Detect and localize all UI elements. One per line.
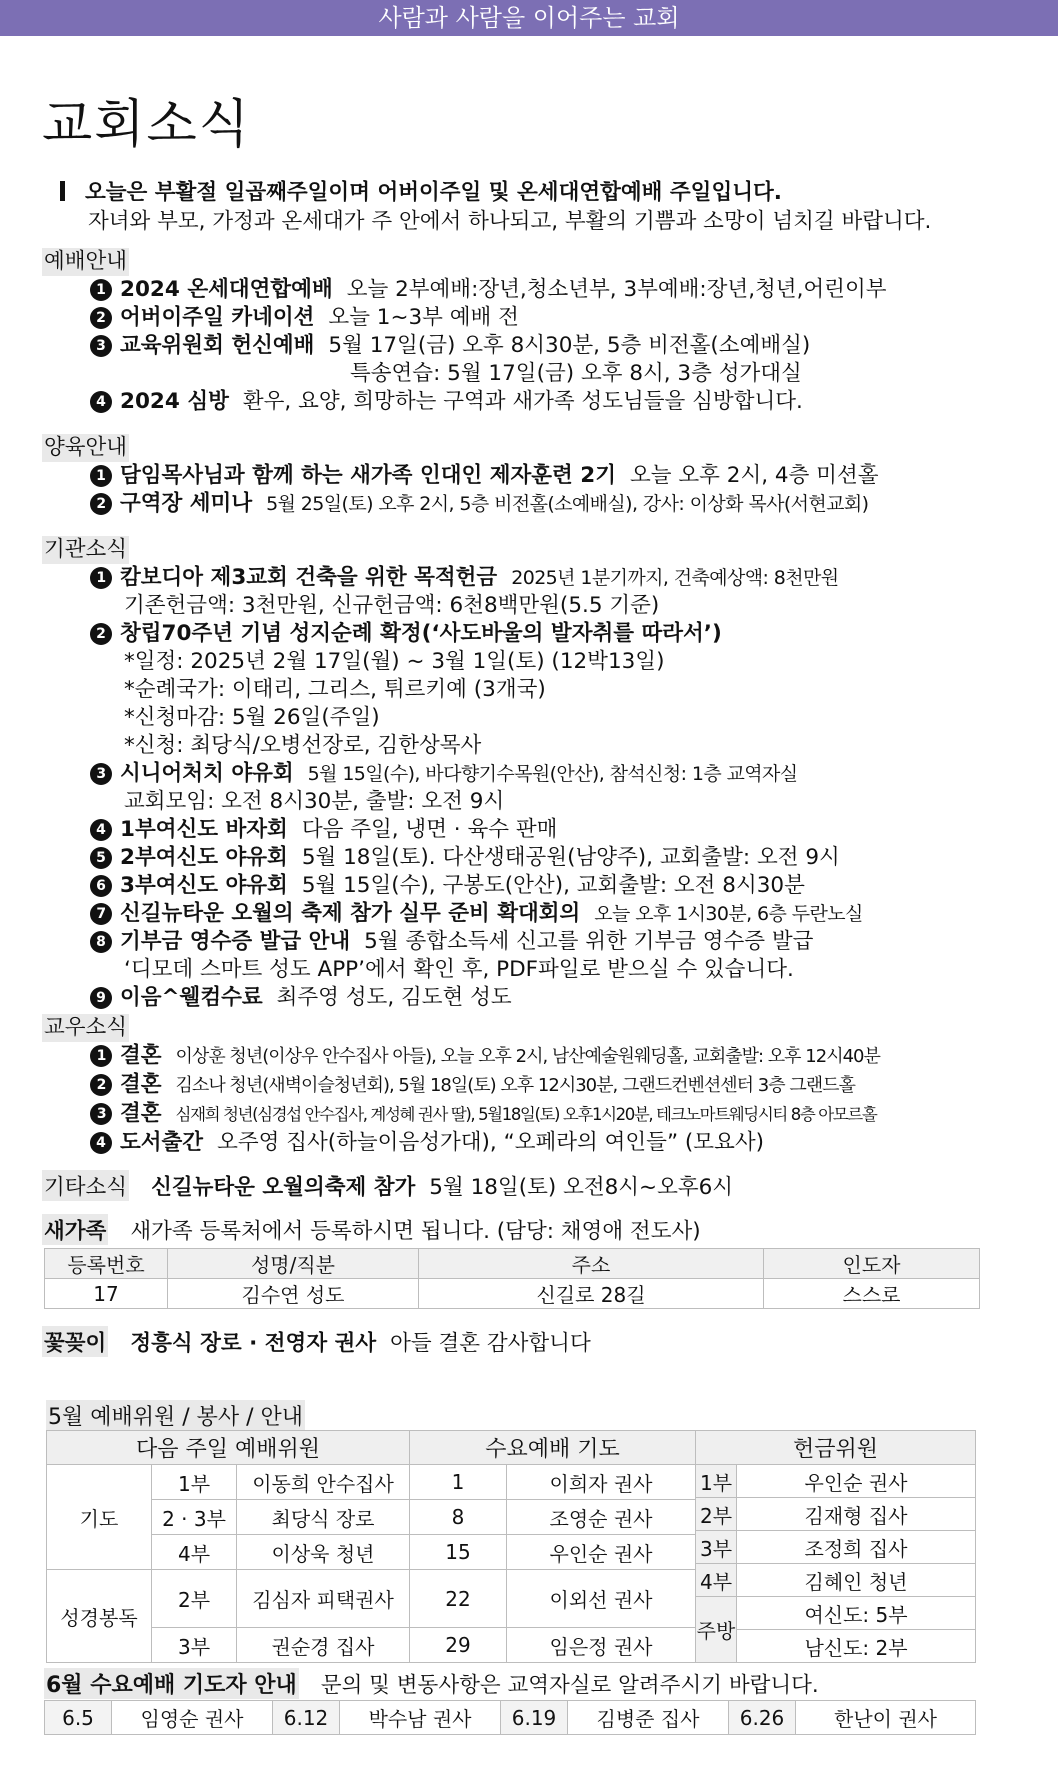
- table-cell: 3부: [696, 1531, 737, 1564]
- members-item-3: 3 결혼 심재희 청년(심경섭 안수집사, 계성혜 권사 딸), 5월18일(토) 오후1시20분, 테크노마트웨딩시티 8층 아모르홀: [42, 1100, 1042, 1129]
- agency-item-2-sub-2: *순례국가: 이태리, 그리스, 튀르키예 (3개국): [124, 677, 546, 702]
- section-header-flowers: 꽃꽂이: [42, 1326, 108, 1357]
- agency-item-4: 4 1부여신도 바자회 다음 주일, 냉면 · 육수 판매: [42, 816, 1042, 844]
- agency-item-5: 5 2부여신도 야유회 5월 18일(토). 다산생태공원(남양주), 교회출발: 오전 9시: [42, 844, 1042, 872]
- table-cell: 권순경 집사: [237, 1628, 410, 1663]
- table-cell: 2 · 3부: [152, 1500, 237, 1535]
- table-cell: 이상욱 청년: [237, 1535, 410, 1570]
- newfamily-table: [44, 1248, 980, 1309]
- table-cell: 임영순 권사: [112, 1701, 273, 1735]
- table-cell: 1부: [152, 1465, 237, 1500]
- flowers-title: 정흥식 장로 · 전영자 권사: [130, 1331, 377, 1356]
- col-header-offering: 헌금위원: [696, 1431, 976, 1465]
- col-header: 성명/직분: [168, 1249, 419, 1279]
- agency-item-2-sub-1: *일정: 2025년 2월 17일(월) ~ 3월 1일(토) (12박13일): [124, 649, 665, 674]
- offering-table: [696, 1465, 975, 1662]
- table-cell: 4부: [152, 1535, 237, 1570]
- table-cell: 6.26: [729, 1701, 796, 1735]
- col-header-next-sunday: 다음 주일 예배위원: [47, 1431, 410, 1465]
- table-cell: 김심자 피택권사: [237, 1570, 410, 1628]
- table-row: [45, 1701, 976, 1735]
- table-cell: 신길로 28길: [419, 1279, 764, 1309]
- prayer-label: 기도: [47, 1465, 152, 1570]
- table-cell: 김혜인 청년: [737, 1564, 976, 1597]
- members-section: [42, 1014, 1042, 1157]
- table-cell: 6.19: [501, 1701, 568, 1735]
- table-cell: 이외선 권사: [507, 1570, 696, 1628]
- agency-item-2-sub-4: *신청: 최당식/오병선장로, 김한상목사: [124, 733, 482, 758]
- agency-item-3: 3 시니어처치 야유회 5월 15일(수), 바다향기수목원(안산), 참석신청: 1층 교역자실: [42, 760, 1042, 788]
- worship-item-1: 1 2024 온세대연합예배 오늘 2부예배:장년,청소년부, 3부예배:장년,청년,어린이부: [42, 276, 1042, 304]
- col-header: 인도자: [764, 1249, 980, 1279]
- reading-label: 성경봉독: [47, 1570, 152, 1663]
- agency-item-2-sub-3: *신청마감: 5월 26일(주일): [124, 705, 380, 730]
- table-cell: 6.5: [45, 1701, 112, 1735]
- agency-item-2: 2 창립70주년 기념 성지순례 확정(‘사도바울의 발자취를 따라서’): [42, 620, 1042, 648]
- etc-row: [42, 1170, 733, 1201]
- education-item-2: 2 구역장 세미나 5월 25일(토) 오후 2시, 5층 비전홀(소예배실), 강사: 이상화 목사(서현교회): [42, 490, 1042, 518]
- education-item-1: 1 담임목사님과 함께 하는 새가족 인대인 제자훈련 2기 오늘 오후 2시, 4층 미션홀: [42, 462, 1042, 490]
- table-cell: 8: [410, 1500, 507, 1535]
- table-cell: 1: [410, 1465, 507, 1500]
- table-cell: 29: [410, 1628, 507, 1663]
- col-header: 등록번호: [45, 1249, 168, 1279]
- worship-item-3-sub: 특송연습: 5월 17일(금) 오후 8시, 3층 성가대실: [350, 361, 802, 386]
- table-cell: 김수연 성도: [168, 1279, 419, 1309]
- june-row: [44, 1668, 819, 1699]
- worship-section: [42, 248, 1042, 416]
- intro: [60, 178, 931, 236]
- table-cell: 17: [45, 1279, 168, 1309]
- table-cell: 4부: [696, 1564, 737, 1597]
- newfamily-text: 새가족 등록처에서 등록하시면 됩니다. (담당: 채영애 전도사): [130, 1219, 701, 1244]
- table-cell: 15: [410, 1535, 507, 1570]
- newfamily-row: [42, 1214, 701, 1245]
- agency-section: [42, 536, 1042, 1012]
- agency-item-6: 6 3부여신도 야유회 5월 15일(수), 구봉도(안산), 교회출발: 오전 8시30분: [42, 872, 1042, 900]
- members-item-2: 2 결혼 김소나 청년(새벽이슬청년회), 5월 18일(토) 오후 12시30분, 그랜드컨벤션센터 3층 그랜드홀: [42, 1071, 1042, 1100]
- table-cell: 2부: [696, 1498, 737, 1531]
- table-cell: 여신도: 5부: [737, 1597, 976, 1630]
- etc-text: 5월 18일(토) 오전8시~오후6시: [429, 1175, 734, 1200]
- table-cell: 박수남 권사: [340, 1701, 501, 1735]
- table-cell: 조정희 집사: [737, 1531, 976, 1564]
- table-cell: 김재형 집사: [737, 1498, 976, 1531]
- worship-item-3: 3 교육위원회 헌신예배 5월 17일(금) 오후 8시30분, 5층 비전홀(소예배실): [42, 332, 1042, 360]
- may-row: [46, 1400, 305, 1431]
- intro-line-1: 오늘은 부활절 일곱째주일이며 어버이주일 및 온세대연합예배 주일입니다.: [85, 180, 782, 205]
- worship-item-4: 4 2024 심방 환우, 요양, 희망하는 구역과 새가족 성도님들을 심방합니다.: [42, 388, 1042, 416]
- worship-item-2: 2 어버이주일 카네이션 오늘 1~3부 예배 전: [42, 304, 1042, 332]
- agency-item-1: 1 캄보디아 제3교회 건축을 위한 목적헌금 2025년 1분기까지, 건축예상액: 8천만원: [42, 564, 1042, 592]
- agency-item-7: 7 신길뉴타운 오월의 축제 참가 실무 준비 확대회의 오늘 오후 1시30분, 6층 두란노실: [42, 900, 1042, 928]
- table-cell: 최당식 장로: [237, 1500, 410, 1535]
- table-cell: 1부: [696, 1465, 737, 1498]
- table-cell: 조영순 권사: [507, 1500, 696, 1535]
- june-text: 문의 및 변동사항은 교역자실로 알려주시기 바랍니다.: [320, 1673, 819, 1698]
- col-header-wednesday: 수요예배 기도: [410, 1431, 696, 1465]
- section-header-education: 양육안내: [44, 435, 128, 460]
- top-banner: 사람과 사람을 이어주는 교회: [0, 0, 1058, 36]
- bullet-bar: [60, 181, 65, 201]
- table-cell: 우인순 권사: [737, 1465, 976, 1498]
- table-cell: 김병준 집사: [568, 1701, 729, 1735]
- section-header-members: 교우소식: [44, 1015, 128, 1040]
- offering-cell: [696, 1465, 976, 1663]
- members-item-4: 4 도서출간 오주영 집사(하늘이음성가대), “오페라의 여인들” (모요사): [42, 1129, 1042, 1157]
- table-cell: 스스로: [764, 1279, 980, 1309]
- table-row: [45, 1279, 980, 1309]
- section-header-worship: 예배안내: [44, 249, 128, 274]
- table-cell: 2부: [152, 1570, 237, 1628]
- flowers-row: [42, 1326, 591, 1357]
- flowers-text: 아들 결혼 감사합니다: [390, 1331, 591, 1356]
- section-header-june: 6월 수요예배 기도자 안내: [44, 1668, 299, 1699]
- table-cell: 22: [410, 1570, 507, 1628]
- intro-line-2: 자녀와 부모, 가정과 온세대가 주 안에서 하나되고, 부활의 기쁨과 소망이 넘치길 바랍니다.: [88, 209, 932, 234]
- section-header-etc: 기타소식: [42, 1170, 129, 1201]
- section-header-may: 5월 예배위원 / 봉사 / 안내: [46, 1400, 305, 1431]
- jubang-label: 주방: [696, 1597, 737, 1663]
- table-cell: 임은정 권사: [507, 1628, 696, 1663]
- section-header-newfamily: 새가족: [42, 1214, 108, 1245]
- table-cell: 남신도: 2부: [737, 1630, 976, 1663]
- table-cell: 한난이 권사: [796, 1701, 976, 1735]
- page-title: 교회소식: [42, 95, 251, 155]
- table-cell: 이동희 안수집사: [237, 1465, 410, 1500]
- etc-title: 신길뉴타운 오월의축제 참가: [151, 1175, 416, 1200]
- education-section: [42, 434, 1042, 518]
- col-header: 주소: [419, 1249, 764, 1279]
- agency-item-8: 8 기부금 영수증 발급 안내 5월 종합소득세 신고를 위한 기부금 영수증 발급: [42, 928, 1042, 956]
- members-item-1: 1 결혼 이상훈 청년(이상우 안수집사 아들), 오늘 오후 2시, 남산예술원웨딩홀, 교회출발: 오후 12시40분: [42, 1042, 1042, 1071]
- agency-item-9: 9 이음^웰컴수료 최주영 성도, 김도현 성도: [42, 984, 1042, 1012]
- section-header-agency: 기관소식: [44, 537, 128, 562]
- table-cell: 우인순 권사: [507, 1535, 696, 1570]
- table-cell: 이희자 권사: [507, 1465, 696, 1500]
- table-cell: 6.12: [273, 1701, 340, 1735]
- table-cell: 3부: [152, 1628, 237, 1663]
- agency-item-3-sub: 교회모임: 오전 8시30분, 출발: 오전 9시: [124, 789, 505, 814]
- may-roster-table: [46, 1430, 976, 1663]
- june-table: [44, 1700, 976, 1735]
- agency-item-1-sub: 기존헌금액: 3천만원, 신규헌금액: 6천8백만원(5.5 기준): [124, 593, 660, 618]
- agency-item-8-sub: ‘디모데 스마트 성도 APP’에서 확인 후, PDF파일로 받으실 수 있습니다.: [124, 957, 794, 982]
